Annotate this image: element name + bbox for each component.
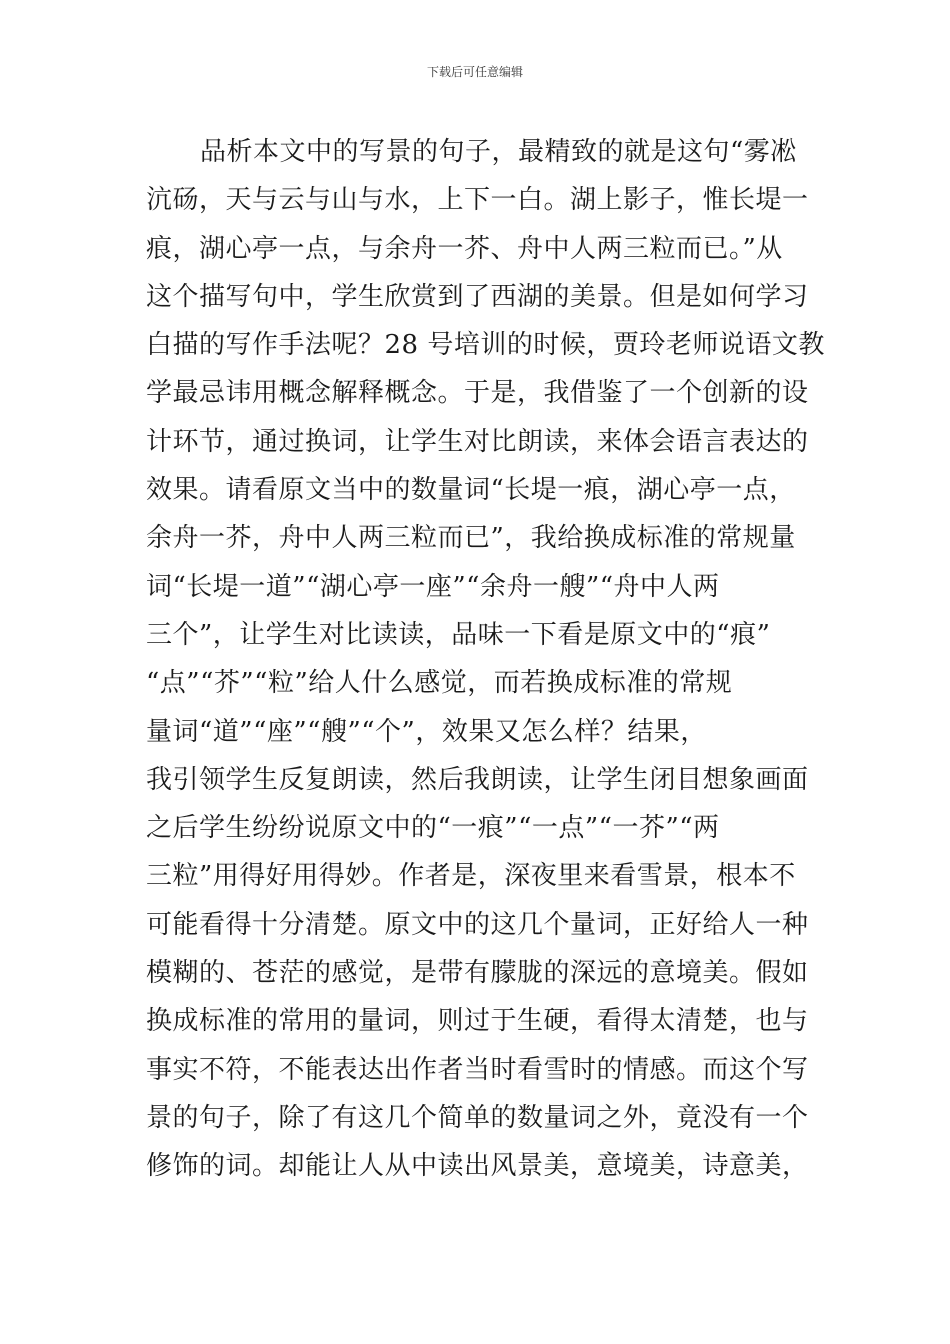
text-line: 三粒”用得好用得妙。作者是，深夜里来看雪景，根本不 — [146, 861, 796, 892]
text-line: 这个描写句中，学生欣赏到了西湖的美景。但是如何学习 — [146, 281, 809, 312]
text-line: 沆砀，天与云与山与水，上下一白。湖上影子，惟长堤一 — [146, 185, 809, 216]
text-line: 余舟一芥，舟中人两三粒而已”，我给换成标准的常规量 — [146, 523, 796, 554]
text-line: 品析本文中的写景的句子，最精致的就是这句“雾凇 — [200, 137, 797, 167]
text-line: 三个”，让学生对比读读，品味一下看是原文中的“痕” — [146, 619, 771, 650]
text-line: 换成标准的常用的量词，则过于生硬，看得太清楚，也与 — [146, 1006, 809, 1037]
text-line: 可能看得十分清楚。原文中的这几个量词，正好给人一种 — [146, 909, 809, 940]
body-paragraph — [146, 128, 825, 1191]
text-line: 痕，湖心亭一点，与余舟一芥、舟中人两三粒而已。”从 — [146, 233, 783, 264]
text-line: 模糊的、苍茫的感觉，是带有朦胧的深远的意境美。假如 — [146, 958, 809, 989]
text-line: “点”“芥”“粒”给人什么感觉，而若换成标准的常规 — [146, 668, 733, 699]
text-line: 景的句子，除了有这几个简单的数量词之外，竟没有一个 — [146, 1102, 809, 1133]
text-line: 词“长堤一道”“湖心亭一座”“余舟一艘”“舟中人两 — [146, 571, 720, 602]
text-line: 量词“道”“座”“艘”“个”，效果又怎么样？结果， — [146, 716, 707, 747]
page-header: 下载后可任意编辑 — [426, 65, 523, 79]
text-line: 之后学生纷纷说原文中的“一痕”“一点”“一芥”“两 — [146, 813, 720, 844]
text-line: 事实不符，不能表达出作者当时看雪时的情感。而这个写 — [146, 1054, 809, 1085]
text-line: 我引领学生反复朗读，然后我朗读，让学生闭目想象画面 — [146, 764, 809, 795]
text-line: 白描的写作手法呢？28 号培训的时候，贾玲老师说语文教 — [146, 330, 825, 361]
text-line: 效果。请看原文当中的数量词“长堤一痕，湖心亭一点， — [146, 475, 796, 506]
text-line: 学最忌讳用概念解释概念。于是，我借鉴了一个创新的设 — [146, 378, 809, 409]
text-line: 计环节，通过换词，让学生对比朗读，来体会语言表达的 — [146, 426, 809, 457]
text-line: 修饰的词。却能让人从中读出风景美，意境美，诗意美， — [146, 1151, 809, 1182]
